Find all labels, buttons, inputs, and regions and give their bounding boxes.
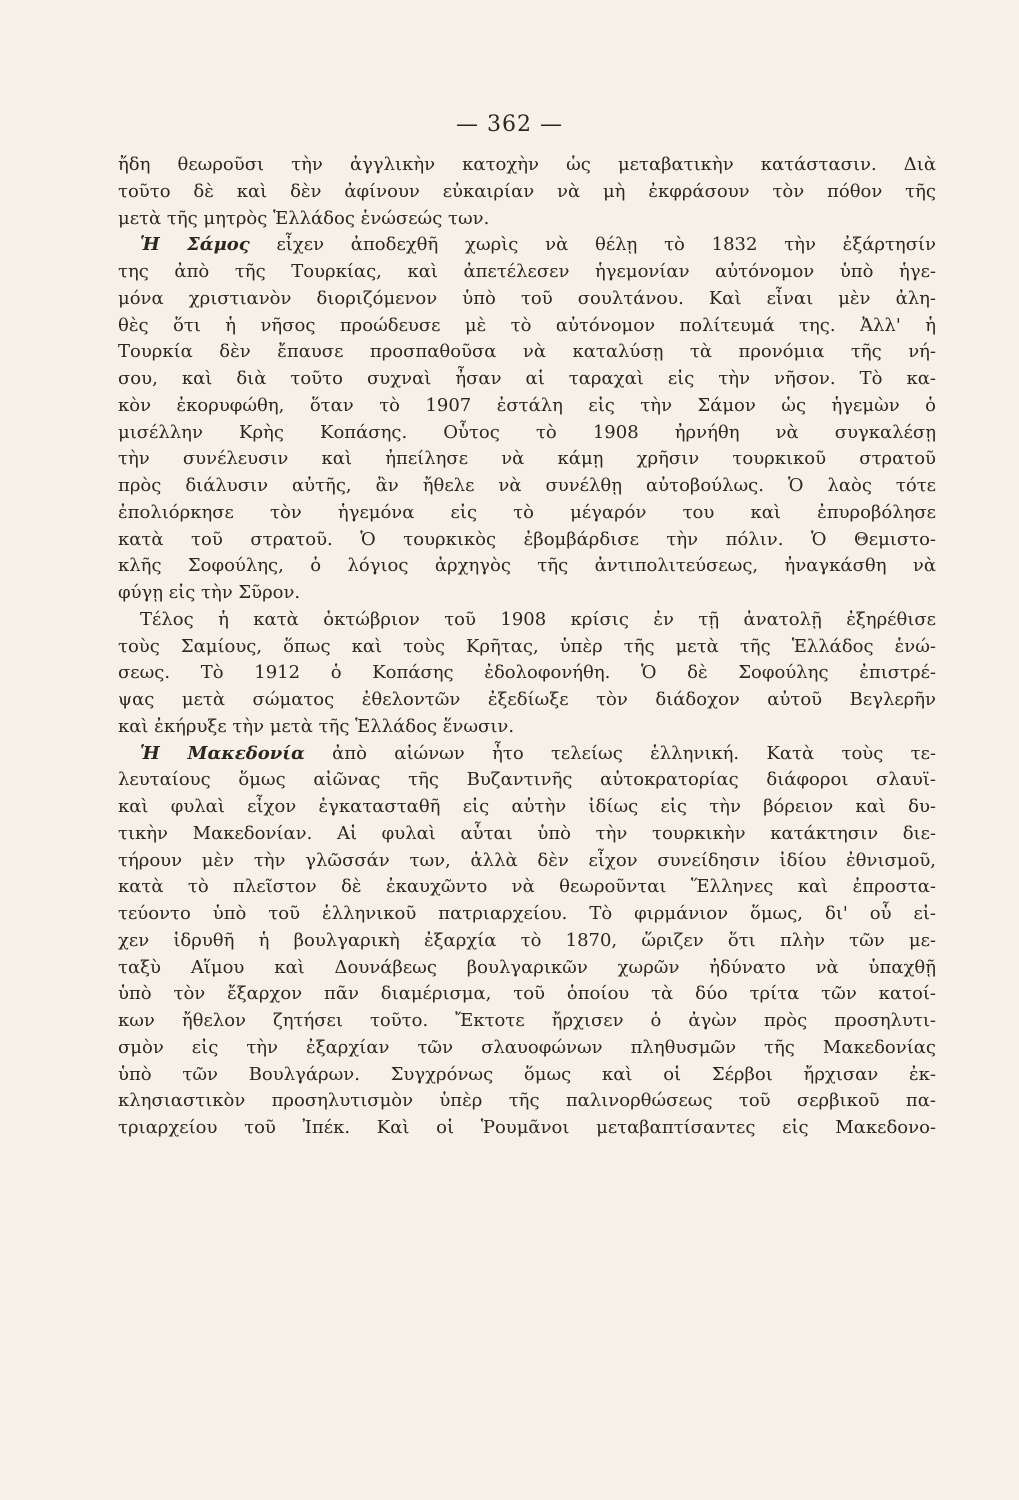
line-text: ἐπολιόρκησε τὸν ἡγεμόνα εἰς τὸ μέγαρόν του καὶ ἐπυροβόλησε bbox=[118, 501, 936, 523]
line-text: φύγῃ εἰς τὴν Σῦρον. bbox=[118, 582, 301, 603]
text-line bbox=[118, 152, 936, 179]
line-text: κατὰ τὸ πλεῖστον δὲ ἐκαυχῶντο νὰ θεωροῦνται Ἕλληνες καὶ ἐπροστα- bbox=[118, 876, 936, 898]
line-text: τοῦτο δὲ καὶ δὲν ἀφίνουν εὐκαιρίαν νὰ μὴ ἐκφράσουν τὸν πόθον τῆς bbox=[118, 180, 936, 202]
text-line bbox=[118, 767, 936, 794]
line-text: Τέλος ἡ κατὰ ὀκτώβριον τοῦ 1908 κρίσις ἐν τῇ ἀνατολῇ ἐξηρέθισε bbox=[140, 608, 936, 630]
line-text: της ἀπὸ τῆς Τουρκίας, καὶ ἀπετέλεσεν ἡγεμονίαν αὐτόνομον ὑπὸ ἡγε- bbox=[118, 261, 936, 282]
line-text: ψας μετὰ σώματος ἐθελοντῶν ἐξεδίωξε τὸν διάδοχον αὐτοῦ Βεγλερῆν bbox=[118, 689, 936, 710]
text-line bbox=[118, 848, 936, 875]
line-text: κὸν ἐκορυφώθη, ὅταν τὸ 1907 ἐστάλη εἰς τὴν Σάμον ὡς ἡγεμὼν ὁ bbox=[118, 394, 936, 416]
text-line bbox=[118, 634, 936, 661]
line-text: καὶ φυλαὶ εἶχον ἐγκατασταθῆ εἰς αὐτὴν ἰδίως εἰς τὴν βόρειον καὶ δυ- bbox=[118, 796, 936, 817]
line-text: κλησιαστικὸν προσηλυτισμὸν ὑπὲρ τῆς παλινορθώσεως τοῦ σερβικοῦ πα- bbox=[118, 1090, 936, 1112]
text-line bbox=[118, 1035, 936, 1062]
text-line bbox=[118, 794, 936, 821]
line-text: σεως. Τὸ 1912 ὁ Κοπάσης ἐδολοφονήθη. Ὁ δὲ Σοφούλης ἐπιστρέ- bbox=[118, 662, 936, 684]
text-line bbox=[118, 232, 936, 259]
line-text: κων ἤθελον ζητήσει τοῦτο. Ἔκτοτε ἤρχισεν ὁ ἀγὼν πρὸς προσηλυτι- bbox=[118, 1010, 936, 1031]
text-line bbox=[118, 981, 936, 1008]
section-heading: Ἡ Σάμος bbox=[140, 234, 250, 256]
text-line bbox=[118, 259, 936, 286]
line-text: κλῆς Σοφούλης, ὁ λόγιος ἀρχηγὸς τῆς ἀντιπολιτεύσεως, ἠναγκάσθη νὰ bbox=[118, 555, 936, 577]
text-line bbox=[118, 607, 936, 634]
text-line bbox=[118, 901, 936, 928]
text-line bbox=[118, 286, 936, 313]
line-text: μόνα χριστιανὸν διοριζόμενον ὑπὸ τοῦ σουλτάνου. Καὶ εἶναι μὲν ἀλη- bbox=[118, 287, 936, 309]
body-text bbox=[118, 152, 936, 1142]
line-text: καὶ ἐκήρυξε τὴν μετὰ τῆς Ἑλλάδος ἕνωσιν. bbox=[118, 715, 515, 737]
line-text: μισέλλην Κρὴς Κοπάσης. Οὗτος τὸ 1908 ἠρνήθη νὰ συγκαλέσῃ bbox=[118, 421, 936, 443]
line-text: τικὴν Μακεδονίαν. Αἱ φυλαὶ αὗται ὑπὸ τὴν τουρκικὴν κατάκτησιν διε- bbox=[118, 822, 936, 844]
text-line bbox=[118, 928, 936, 955]
text-line bbox=[118, 714, 936, 741]
line-text: τοὺς Σαμίους, ὅπως καὶ τοὺς Κρῆτας, ὑπὲρ τῆς μετὰ τῆς Ἑλλάδος ἑνώ- bbox=[118, 635, 936, 657]
text-line bbox=[118, 420, 936, 447]
text-line bbox=[118, 366, 936, 393]
line-text: Τουρκία δὲν ἔπαυσε προσπαθοῦσα νὰ καταλύσῃ τὰ προνόμια τῆς νή- bbox=[118, 341, 936, 363]
line-text: κατὰ τοῦ στρατοῦ. Ὁ τουρκικὸς ἐβομβάρδισε τὴν πόλιν. Ὁ Θεμιστο- bbox=[118, 528, 936, 550]
text-line bbox=[118, 527, 936, 554]
text-line bbox=[118, 821, 936, 848]
text-line bbox=[118, 955, 936, 982]
text-line bbox=[118, 500, 936, 527]
text-line bbox=[118, 179, 936, 206]
text-line bbox=[118, 1088, 936, 1115]
section-heading: Ἡ Μακεδονία bbox=[140, 742, 305, 764]
line-text: τήρουν μὲν τὴν γλῶσσάν των, ἀλλὰ δὲν εἶχον συνείδησιν ἰδίου ἐθνισμοῦ, bbox=[118, 849, 936, 871]
text-line bbox=[118, 473, 936, 500]
text-line bbox=[118, 206, 936, 233]
line-text: θὲς ὅτι ἡ νῆσος προώδευσε μὲ τὸ αὐτόνομον πολίτευμά της. Ἀλλ' ἡ bbox=[118, 314, 936, 336]
line-text: ἀπὸ αἰώνων ἦτο τελείως ἑλληνική. Κατὰ τοὺς τε- bbox=[304, 742, 936, 764]
line-text: πρὸς διάλυσιν αὐτῆς, ἂν ἤθελε νὰ συνέλθῃ αὐτοβούλως. Ὁ λαὸς τότε bbox=[118, 475, 936, 496]
text-line bbox=[118, 1115, 936, 1142]
text-line bbox=[118, 874, 936, 901]
line-text: μετὰ τῆς μητρὸς Ἑλλάδος ἑνώσεώς των. bbox=[118, 207, 490, 229]
text-line bbox=[118, 687, 936, 714]
text-line bbox=[118, 741, 936, 768]
line-text: σου, καὶ διὰ τοῦτο συχναὶ ἦσαν αἱ ταραχαὶ εἰς τὴν νῆσον. Τὸ κα- bbox=[118, 368, 936, 389]
line-text: χεν ἱδρυθῆ ἡ βουλγαρικὴ ἐξαρχία τὸ 1870, ὥριζεν ὅτι πλὴν τῶν με- bbox=[118, 929, 936, 951]
text-line bbox=[118, 313, 936, 340]
text-line bbox=[118, 580, 936, 607]
text-line bbox=[118, 553, 936, 580]
text-line bbox=[118, 339, 936, 366]
text-line bbox=[118, 1008, 936, 1035]
line-text: λευταίους ὅμως αἰῶνας τῆς Βυζαντινῆς αὐτοκρατορίας διάφοροι σλαυϊ- bbox=[118, 769, 936, 791]
line-text: τριαρχείου τοῦ Ἰπέκ. Καὶ οἱ Ῥουμᾶνοι μεταβαπτίσαντες εἰς Μακεδονο- bbox=[118, 1117, 936, 1138]
line-text: τεύοντο ὑπὸ τοῦ ἑλληνικοῦ πατριαρχείου. Τὸ φιρμάνιον ὅμως, δι' οὗ εἰ- bbox=[118, 903, 936, 924]
line-text: ταξὺ Αἵμου καὶ Δουνάβεως βουλγαρικῶν χωρῶν ἠδύνατο νὰ ὑπαχθῇ bbox=[118, 956, 936, 978]
text-line bbox=[118, 1062, 936, 1089]
line-text: εἶχεν ἀποδεχθῆ χωρὶς νὰ θέλῃ τὸ 1832 τὴν ἐξάρτησίν bbox=[249, 234, 936, 256]
page-number: — 362 — bbox=[456, 112, 563, 137]
line-text: τὴν συνέλευσιν καὶ ἠπείλησε νὰ κάμῃ χρῆσιν τουρκικοῦ στρατοῦ bbox=[118, 448, 936, 470]
text-line bbox=[118, 393, 936, 420]
text-line bbox=[118, 446, 936, 473]
line-text: σμὸν εἰς τὴν ἐξαρχίαν τῶν σλαυοφώνων πληθυσμῶν τῆς Μακεδονίας bbox=[118, 1036, 936, 1058]
line-text: ἤδη θεωροῦσι τὴν ἀγγλικὴν κατοχὴν ὡς μεταβατικὴν κατάστασιν. Διὰ bbox=[118, 154, 936, 175]
line-text: ὑπὸ τὸν ἔξαρχον πᾶν διαμέρισμα, τοῦ ὁποίου τὰ δύο τρίτα τῶν κατοί- bbox=[118, 983, 936, 1005]
line-text: ὑπὸ τῶν Βουλγάρων. Συγχρόνως ὅμως καὶ οἱ Σέρβοι ἤρχισαν ἐκ- bbox=[118, 1063, 936, 1085]
text-line bbox=[118, 660, 936, 687]
